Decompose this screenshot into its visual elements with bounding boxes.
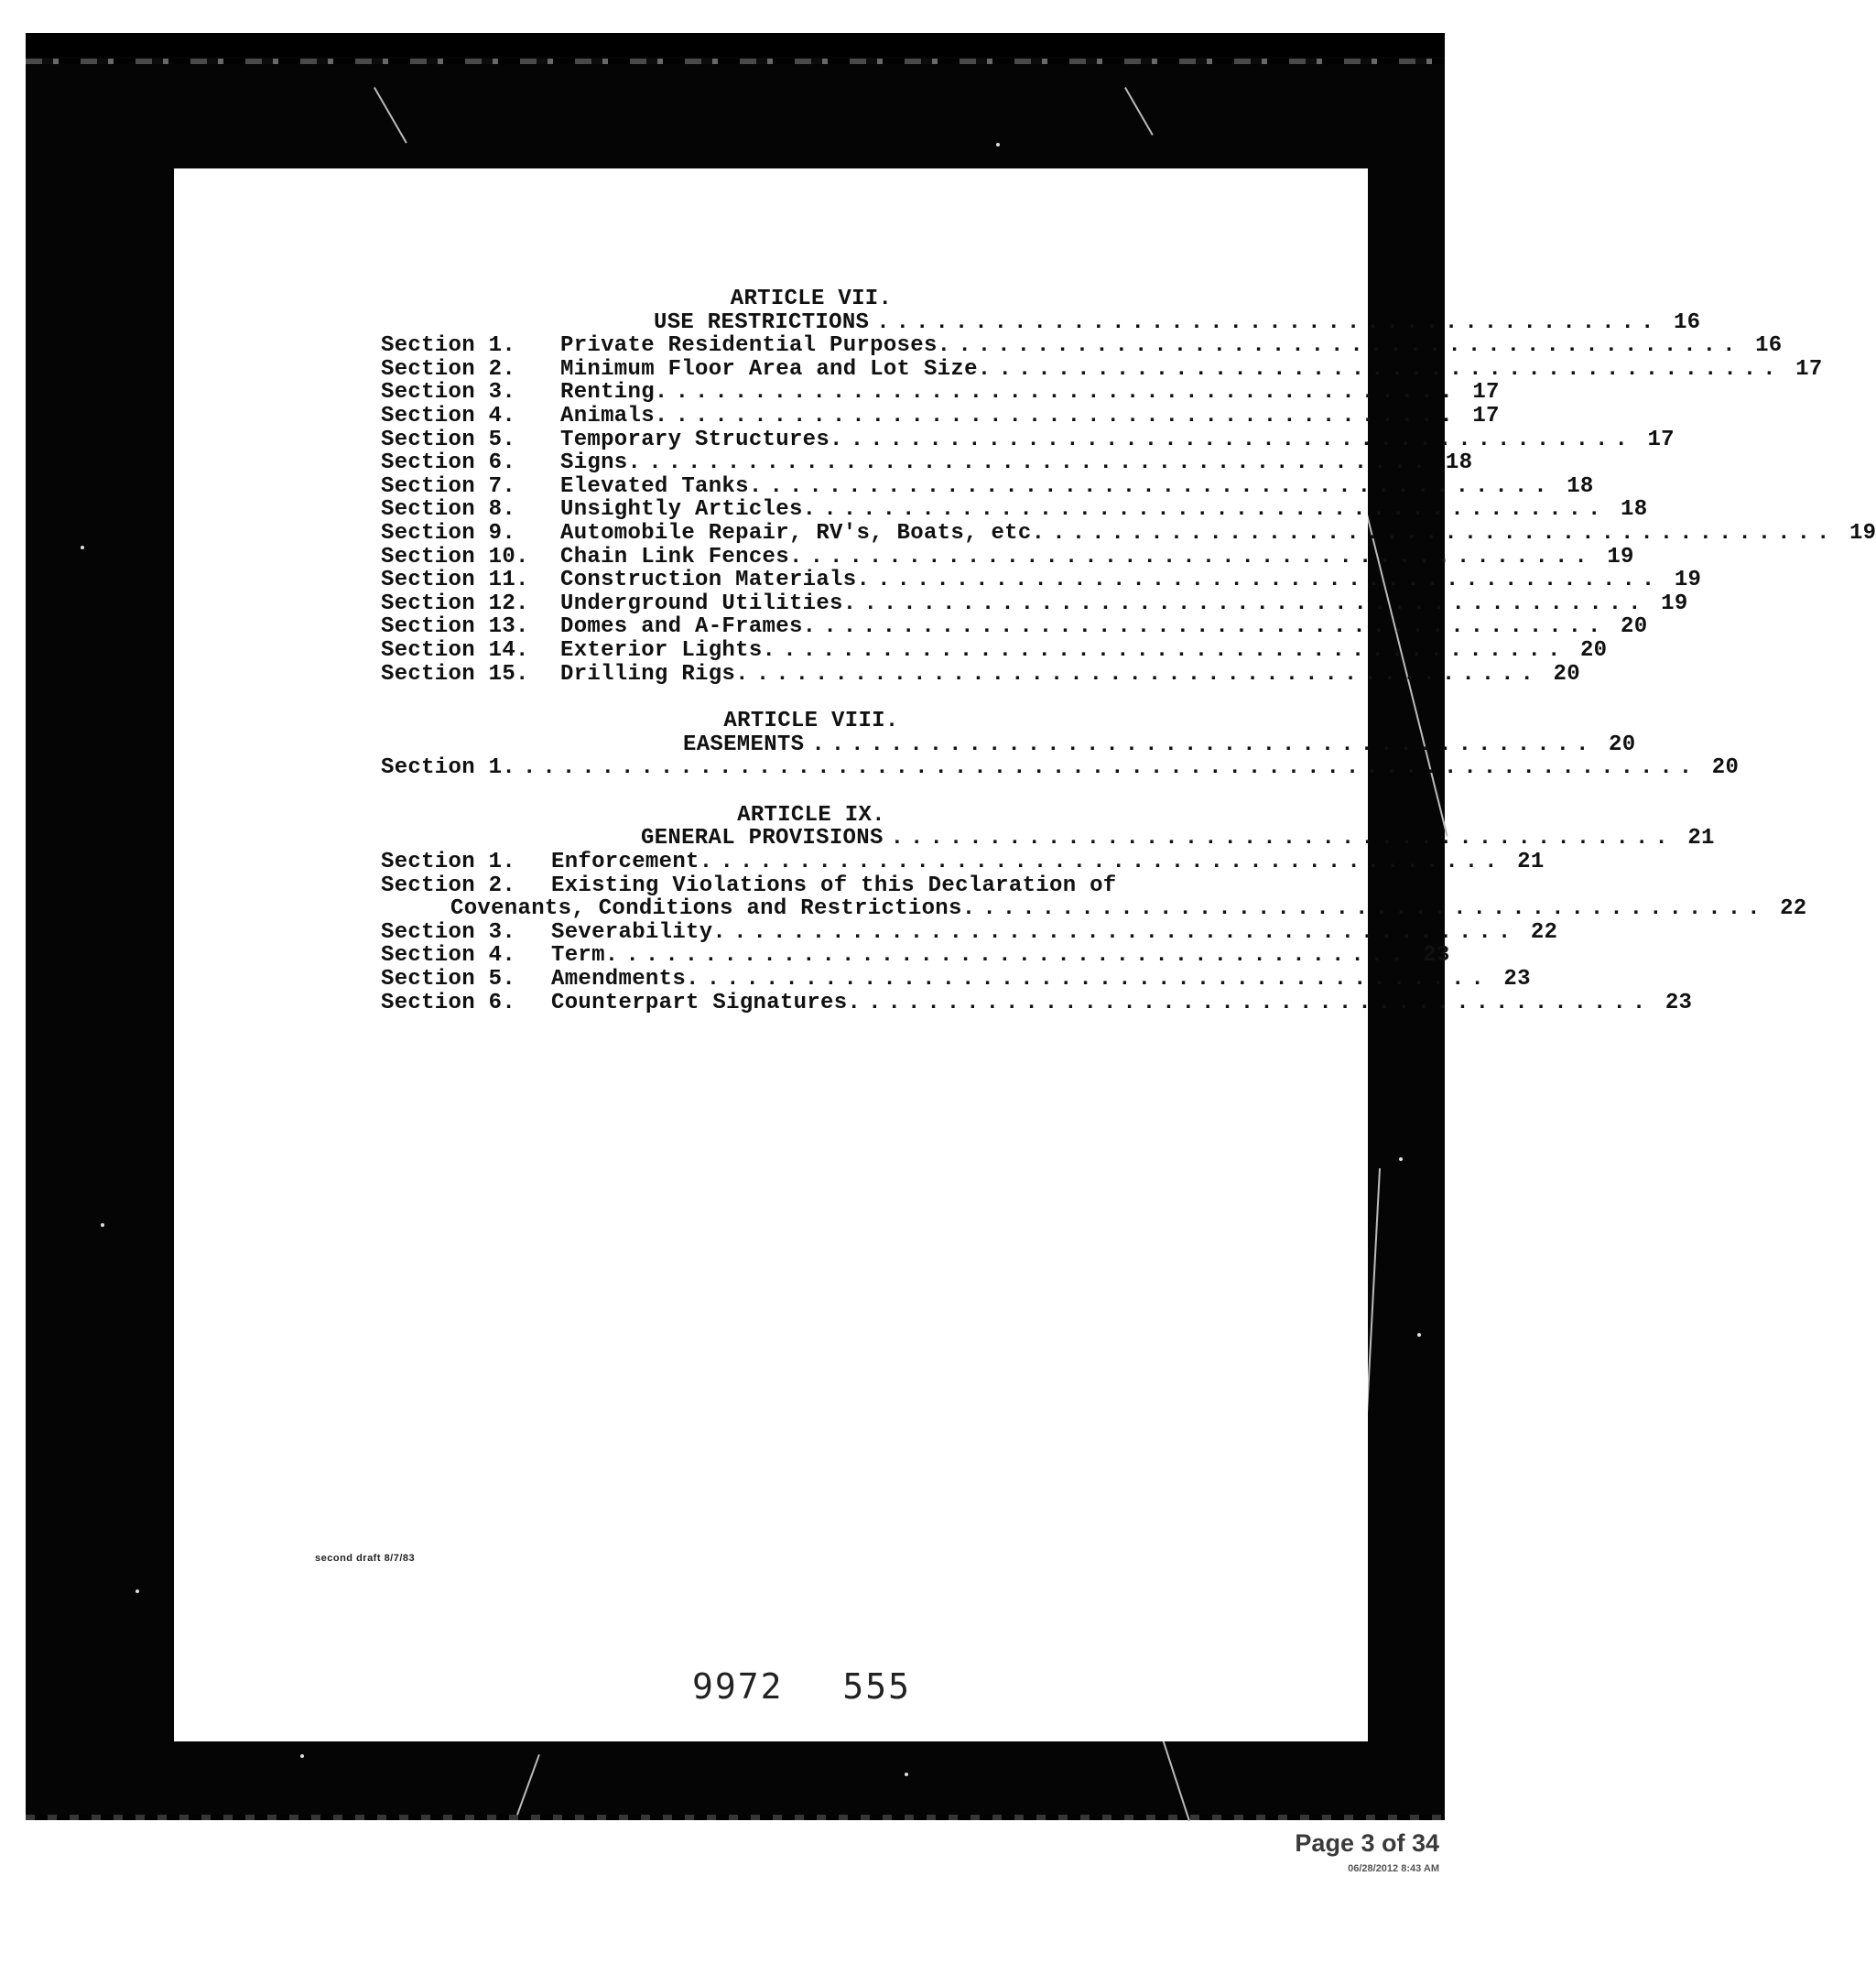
article-heading: ARTICLE VIII. [723,709,899,734]
document-page [174,168,1876,1741]
section-title: Elevated Tanks. [560,473,763,499]
dot-leader: ........................................ [998,356,1783,382]
dot-leader: ........................................ [823,497,1608,523]
section-label: Section 4. [381,403,516,428]
toc-row [381,356,1823,382]
scan-frame [26,33,1876,1820]
dot-leader: ........................................ [648,450,1433,476]
section-label: Section 9. [381,520,516,546]
section-label: Section 6. [381,990,516,1015]
toc-row [381,637,1608,663]
section-label: Section 2. [381,873,516,898]
section-title-continuation: Covenants, Conditions and Restrictions. [450,896,976,922]
toc-row [381,544,1634,569]
page-number: 19 [1849,520,1876,546]
page-number: 19 [1674,568,1702,593]
page-number: 17 [1472,380,1500,406]
page-number: 21 [1517,850,1545,875]
section-title: Drilling Rigs. [560,661,749,687]
page-number: 19 [1661,591,1688,616]
dot-leader: ........................................ [675,380,1459,406]
page-number: 23 [1503,967,1531,992]
section-title: Exterior Lights. [560,637,776,663]
scan-speck [136,1589,139,1593]
section-list [381,850,1807,1015]
article-subheading: GENERAL PROVISIONS [641,826,884,851]
section-label: Section 7. [381,473,516,499]
page-counter: Page 3 of 34 [1295,1829,1439,1857]
dot-leader: ........................................ [783,637,1567,663]
dot-leader: ........................................ [982,896,1767,922]
section-label: Section 12. [381,591,529,616]
page-number: 18 [1445,450,1473,476]
toc-row [381,520,1876,546]
page-number: 20 [1609,732,1636,757]
section-label: Section 3. [381,380,516,406]
scan-speck [81,546,84,549]
dot-leader: ........................................ [823,614,1608,640]
section-list [381,333,1876,687]
section-label: Section 2. [381,356,516,382]
page-number: 20 [1711,755,1740,781]
table-of-contents [381,287,1876,1015]
article-heading: ARTICLE VII. [730,287,893,311]
toc-row [381,967,1531,992]
section-label: Section 10. [381,544,529,569]
dot-leader: ........................................ [850,427,1634,452]
page-number: 22 [1780,896,1807,922]
toc-row [381,919,1558,945]
article-subheading: USE RESTRICTIONS [654,309,870,335]
toc-row [381,473,1594,499]
page-number: 17 [1795,356,1823,382]
scan-speck [1417,1333,1421,1337]
dot-leader: ........................................ [868,990,1653,1015]
toc-row [381,614,1648,640]
section-title: Unsightly Articles. [560,497,817,523]
page-number: 17 [1472,403,1500,428]
article-subheading-row [381,826,1715,851]
section-title: Underground Utilities. [560,591,857,616]
section-title: Counterpart Signatures. [551,990,862,1015]
article-subheading-row [381,309,1701,335]
section-label: Section 11. [381,568,529,593]
page-number: 23 [1423,943,1450,969]
section-title: Term. [551,943,619,969]
toc-row [381,850,1545,875]
page-number: 19 [1607,544,1634,569]
section-title: Enforcement. [551,850,713,875]
section-title: Private Residential Purposes. [560,333,951,359]
scan-speck [996,143,1000,146]
scan-scratch [1124,87,1154,136]
section-label: Section 1. [381,850,516,875]
section-title: Animals. [560,403,668,428]
section-label: Section 3. [381,919,516,945]
dot-leader: ........................................ [769,473,1554,499]
scan-streak [26,59,1445,64]
section-title: Minimum Floor Area and Lot Size. [560,356,992,382]
section-label: Section 13. [381,614,529,640]
page-number: 17 [1647,427,1675,452]
toc-row [381,661,1580,687]
section-title: Domes and A-Frames. [560,614,817,640]
dot-leader: ........................................ [720,850,1504,875]
scan-scratch [374,87,407,144]
page-number: 21 [1687,826,1715,851]
article-heading: ARTICLE IX. [737,802,885,828]
dot-leader: ........................................ [877,568,1662,593]
dot-leader: ........................................ [876,309,1661,335]
section-title: Chain Link Fences. [560,544,803,569]
page-number: 20 [1621,614,1648,640]
scan-speck [1399,1157,1403,1161]
toc-row [381,943,1450,969]
section-label: Section 1. [381,333,516,359]
toc-row [381,990,1693,1015]
section-title: Severability. [551,919,727,945]
dot-leader: ........................................ [675,403,1459,428]
section-label: Section 1. [381,755,516,781]
toc-row [381,403,1500,428]
toc-row [381,591,1688,616]
page-number: 16 [1673,309,1701,335]
page-number: 20 [1553,661,1580,687]
toc-row [381,380,1500,406]
scan-speck [101,1223,104,1227]
dot-leader: ........................................ [1052,520,1837,546]
dot-leader: ........................................ [890,826,1675,851]
section-label: Section 5. [381,427,516,452]
dot-leader: ........................................ [863,591,1648,616]
section-title: Construction Materials. [560,568,871,593]
section-title: Amendments. [551,967,699,992]
dot-leader: ........................................ [733,919,1518,945]
dot-leader: ........................................ [755,661,1540,687]
dot-leader: ........................................ [809,544,1594,569]
print-timestamp: 06/28/2012 8:43 AM [1348,1863,1439,1874]
section-title: Existing Violations of this Declaration of [551,873,1117,898]
section-title: Automobile Repair, RV's, Boats, etc. [560,520,1046,546]
dot-leader: ........................................ [706,967,1491,992]
section-label: Section 15. [381,661,529,687]
draft-note: second draft 8/7/83 [315,1553,416,1564]
scan-scratch [516,1754,540,1815]
dot-leader: ........................................ [625,943,1410,969]
toc-row [381,568,1702,593]
section-label: Section 4. [381,943,516,969]
toc-row [381,497,1648,523]
page-number: 18 [1621,497,1648,523]
toc-row [381,450,1473,476]
section-label: Section 14. [381,637,529,663]
scan-speck [300,1754,304,1758]
toc-row-continuation [381,896,1807,922]
toc-row [381,874,1242,898]
section-label: Section 5. [381,967,516,992]
toc-row [381,755,1740,781]
section-label: Section 6. [381,450,516,476]
dot-leader: ........................................ [958,333,1742,359]
article-subheading: EASEMENTS [683,732,805,757]
dot-leader: ........................................ [811,732,1596,757]
section-title: Renting. [560,380,668,406]
toc-row [381,427,1675,452]
scan-bottom-edge [26,1815,1445,1820]
page-number: 18 [1567,473,1594,499]
section-title: Signs. [560,450,642,476]
toc-row [381,333,1783,359]
page-number: 16 [1755,333,1783,359]
page-number: 22 [1530,919,1558,945]
section-label: Section 8. [381,497,516,523]
article-subheading-row [381,732,1636,757]
dot-leader: ............................................................ [523,755,1699,781]
book-page-number: 9972 555 [692,1666,912,1707]
page-number: 23 [1665,990,1693,1015]
scan-speck [905,1773,908,1776]
section-title: Temporary Structures. [560,427,843,452]
scan-top-edge [26,33,1445,57]
page-number: 20 [1579,637,1608,663]
